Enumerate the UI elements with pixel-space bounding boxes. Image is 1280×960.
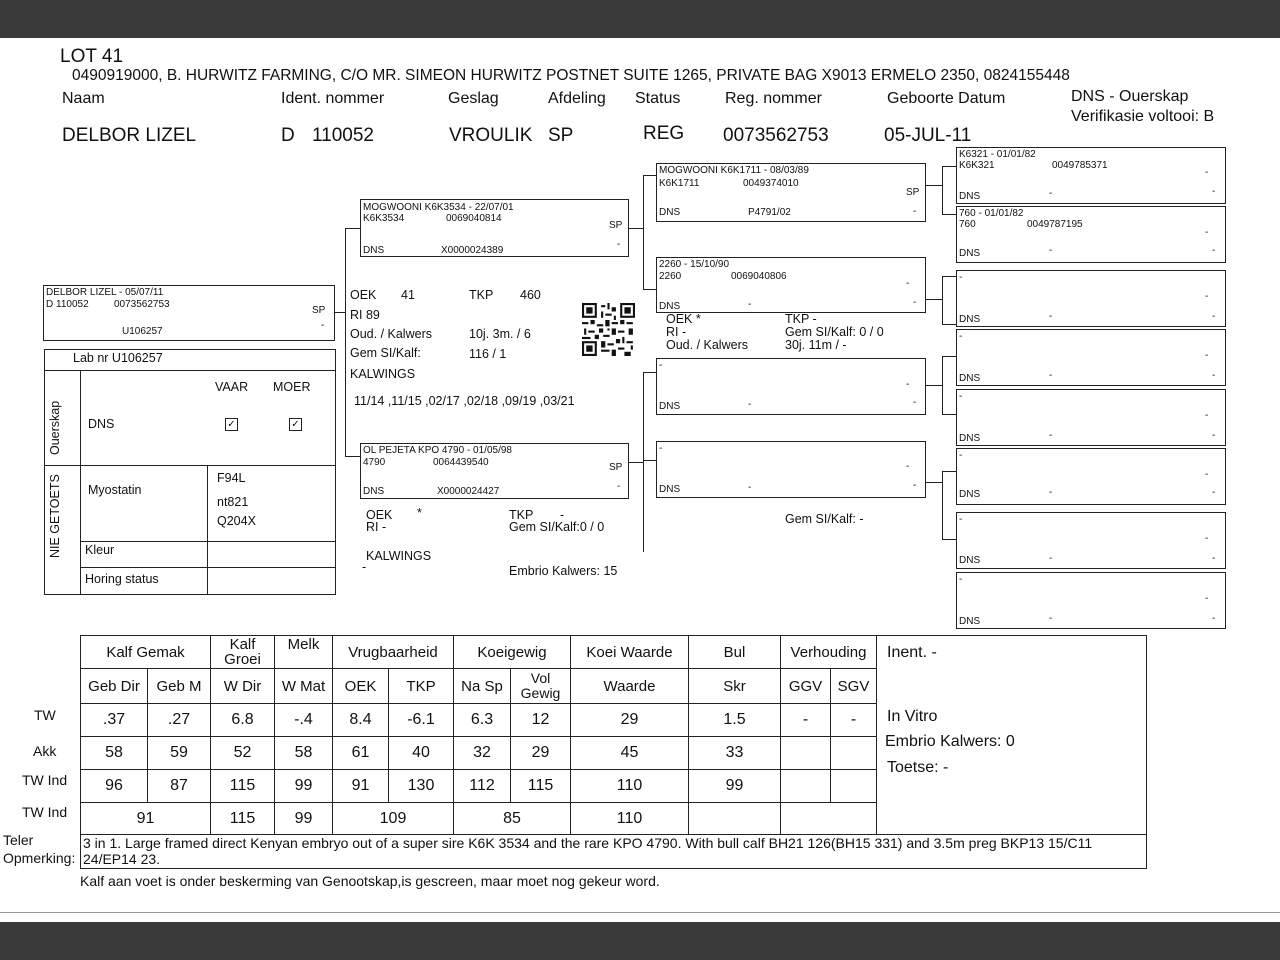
gp-sd-dash-2: - bbox=[748, 299, 752, 310]
gp-ds-dns: DNS bbox=[659, 401, 681, 412]
group-koei-waarde: Koei Waarde bbox=[571, 636, 689, 669]
tw-w-mat: -.4 bbox=[275, 704, 333, 737]
sire-title: MOGWOONI K6K3534 - 22/07/01 bbox=[363, 202, 514, 213]
ggp-box-1 bbox=[956, 147, 1226, 204]
gp-sd-code: 2260 bbox=[659, 271, 682, 282]
sub-oek: OEK bbox=[333, 669, 389, 704]
row-label-twind-2: TW Ind bbox=[22, 804, 68, 820]
tw-tkp: -6.1 bbox=[389, 704, 454, 737]
moer-dns-checkbox: ✓ bbox=[289, 418, 302, 431]
ggp-3-title: - bbox=[959, 272, 963, 283]
sire-sp: SP bbox=[609, 220, 623, 231]
lab-number: Lab nr U106257 bbox=[73, 351, 163, 365]
ggp-2-dash-1: - bbox=[1205, 227, 1209, 238]
gp-ss-dns: DNS bbox=[659, 207, 681, 218]
sire-tkp-label: TKP bbox=[469, 288, 494, 302]
gp-ss-sp: SP bbox=[906, 187, 920, 198]
ggp-2-dns: DNS bbox=[959, 248, 981, 259]
ggp-5-dns: DNS bbox=[959, 433, 981, 444]
gp-sd-title: 2260 - 15/10/90 bbox=[659, 259, 730, 270]
twind2-koeigewig: 85 bbox=[454, 803, 571, 835]
gp-ds-dash-3: - bbox=[913, 397, 917, 408]
ggp-7-dash-2: - bbox=[1049, 553, 1053, 564]
dam-tkp: - bbox=[560, 508, 565, 522]
sire-kalwings: 11/14 ,11/15 ,02/17 ,02/18 ,09/19 ,03/21 bbox=[354, 394, 575, 408]
ggp-6-dash-2: - bbox=[1049, 487, 1053, 498]
twind-tkp: 130 bbox=[389, 770, 454, 803]
akk-w-dir: 52 bbox=[211, 737, 275, 770]
gp-sire-dam-box bbox=[656, 257, 926, 313]
row-label-twind: TW Ind bbox=[22, 772, 68, 788]
side-embrio: Embrio Kalwers: 0 bbox=[885, 733, 1015, 750]
ggp-box-7 bbox=[956, 512, 1226, 569]
animal-naam: DELBOR LIZEL bbox=[62, 125, 197, 146]
sire-oek-label: OEK bbox=[350, 288, 377, 302]
sire-oud-label: Oud. / Kalwers bbox=[350, 327, 432, 341]
tw-skr: 1.5 bbox=[689, 704, 781, 737]
ggp-7-title: - bbox=[959, 514, 963, 525]
ggp-6-dns: DNS bbox=[959, 489, 981, 500]
ggp-5-dash-1: - bbox=[1205, 410, 1209, 421]
remarks-text: 3 in 1. Large framed direct Kenyan embryo out of a super sire K6K 3534 and the rare KPO 4790. With bull calf BH21 126(BH15 331) and 3.5m preg BKP13 15/C11 24/EP14 23. bbox=[83, 835, 1093, 867]
hdr-naam: Naam bbox=[62, 90, 105, 107]
group-bul: Bul bbox=[689, 636, 781, 669]
dam-title: OL PEJETA KPO 4790 - 01/05/98 bbox=[363, 445, 512, 456]
row-twind-2 bbox=[81, 803, 877, 835]
page-divider bbox=[0, 912, 1280, 913]
dam-kalwings: - bbox=[362, 560, 367, 574]
lab-horing: Horing status bbox=[85, 572, 159, 586]
group-kalf-gemak: Kalf Gemak bbox=[81, 636, 211, 669]
gp-ds-dash-2: - bbox=[748, 399, 752, 410]
dam-dns-code: X0000024427 bbox=[437, 486, 500, 497]
ggp-box-4 bbox=[956, 329, 1226, 386]
ggp-4-title: - bbox=[959, 331, 963, 342]
akk-waarde: 45 bbox=[571, 737, 689, 770]
lab-vaar: VAAR bbox=[215, 380, 249, 394]
twind-w-mat: 99 bbox=[275, 770, 333, 803]
dam-reg: 0064439540 bbox=[433, 457, 489, 468]
top-bar bbox=[0, 0, 1280, 38]
ggp-2-dash-2: - bbox=[1049, 245, 1053, 256]
ggp-2-reg: 0049787195 bbox=[1027, 219, 1083, 230]
animal-geboorte: 05-JUL-11 bbox=[884, 125, 972, 146]
twind2-melk: 99 bbox=[275, 803, 333, 835]
group-koeigewig: Koeigewig bbox=[454, 636, 571, 669]
row-tw bbox=[81, 704, 877, 737]
gp-sd-dash-1: - bbox=[906, 278, 910, 289]
ggp-3-dash-2: - bbox=[1049, 311, 1053, 322]
twind2-koei-waarde: 110 bbox=[571, 803, 689, 835]
gp-dd-title: - bbox=[659, 443, 663, 454]
bottom-bar bbox=[0, 922, 1280, 960]
self-pedigree-box bbox=[43, 285, 335, 341]
dam-gem: Gem SI/Kalf:0 / 0 bbox=[509, 520, 605, 534]
gp-sd-oud: 30j. 11m / - bbox=[785, 338, 847, 352]
twind-vol-gewig: 115 bbox=[511, 770, 571, 803]
sub-tkp: TKP bbox=[389, 669, 454, 704]
lab-kleur: Kleur bbox=[85, 543, 115, 557]
animal-geslag: VROULIK bbox=[449, 125, 533, 146]
tw-geb-dir: .37 bbox=[81, 704, 148, 737]
animal-ident-prefix: D bbox=[281, 125, 295, 146]
ggp-7-dash-3: - bbox=[1212, 553, 1216, 564]
gp-ss-code: K6K1711 bbox=[659, 178, 700, 189]
gp-dd-gem: Gem SI/Kalf: - bbox=[785, 512, 864, 526]
row-akk bbox=[81, 737, 877, 770]
tw-na-sp: 6.3 bbox=[454, 704, 511, 737]
gp-ss-dash: - bbox=[913, 206, 917, 217]
lot-number: LOT 41 bbox=[60, 46, 124, 67]
sub-w-mat: W Mat bbox=[275, 669, 333, 704]
ggp-7-dns: DNS bbox=[959, 555, 981, 566]
sub-waarde: Waarde bbox=[571, 669, 689, 704]
ggp-8-dns: DNS bbox=[959, 616, 981, 627]
sub-ggv: GGV bbox=[781, 669, 831, 704]
twind-ggv bbox=[781, 770, 831, 803]
twind-oek: 91 bbox=[333, 770, 389, 803]
gp-sd-dns: DNS bbox=[659, 301, 681, 312]
sire-dns-code: X0000024389 bbox=[441, 245, 504, 256]
ggp-3-dash-1: - bbox=[1205, 291, 1209, 302]
row-label-akk: Akk bbox=[33, 743, 57, 759]
gp-sd-reg: 0069040806 bbox=[731, 271, 787, 282]
lab-dns: DNS bbox=[88, 417, 115, 431]
ggp-box-8 bbox=[956, 572, 1226, 629]
sub-vol-gewig: Vol Gewig bbox=[511, 669, 571, 704]
dam-dash: - bbox=[617, 481, 621, 492]
ggp-3-dns: DNS bbox=[959, 314, 981, 325]
dam-oek-label: OEK bbox=[366, 508, 393, 522]
side-info-box bbox=[876, 635, 1147, 835]
ggp-1-title: K6321 - 01/01/82 bbox=[959, 149, 1036, 160]
gp-dd-dash-3: - bbox=[913, 480, 917, 491]
sire-reg: 0069040814 bbox=[446, 213, 502, 224]
self-sp: SP bbox=[312, 305, 326, 316]
side-toetse: Toetse: - bbox=[887, 759, 949, 776]
dam-embrio: Embrio Kalwers: 15 bbox=[509, 564, 618, 578]
animal-reg: 0073562753 bbox=[723, 125, 829, 146]
sire-oek: 41 bbox=[401, 288, 415, 302]
twind2-vrugbaarheid: 109 bbox=[333, 803, 454, 835]
sire-ri: RI 89 bbox=[350, 308, 380, 322]
ggp-1-dns: DNS bbox=[959, 191, 981, 202]
ggp-6-title: - bbox=[959, 450, 963, 461]
animal-ident: 110052 bbox=[312, 125, 374, 146]
breeder-info: 0490919000, B. HURWITZ FARMING, C/O MR. SIMEON HURWITZ POSTNET SUITE 1265, PRIVATE BAG X9013 ERMELO 2350, 0824155448 bbox=[72, 67, 1070, 84]
ggp-8-dash-2: - bbox=[1049, 613, 1053, 624]
akk-w-mat: 58 bbox=[275, 737, 333, 770]
gp-sd-oud-label: Oud. / Kalwers bbox=[666, 338, 748, 352]
hdr-geslag: Geslag bbox=[448, 90, 499, 107]
dam-box bbox=[360, 443, 629, 499]
gp-sd-ri: RI - bbox=[666, 325, 687, 339]
self-reg: 0073562753 bbox=[114, 299, 170, 310]
ggp-2-code: 760 bbox=[959, 219, 976, 230]
dam-ri: RI - bbox=[366, 520, 387, 534]
sub-skr: Skr bbox=[689, 669, 781, 704]
gp-ss-dns-code: P4791/02 bbox=[748, 207, 791, 218]
akk-oek: 61 bbox=[333, 737, 389, 770]
gp-sire-sire-box bbox=[656, 163, 926, 222]
ggp-8-dash-1: - bbox=[1205, 593, 1209, 604]
akk-skr: 33 bbox=[689, 737, 781, 770]
self-title: DELBOR LIZEL - 05/07/11 bbox=[46, 287, 164, 298]
ggp-8-title: - bbox=[959, 574, 963, 585]
footer-note: Kalf aan voet is onder beskerming van Genootskap,is gescreen, maar moet nog gekeur word. bbox=[80, 873, 660, 889]
group-vrugbaarheid: Vrugbaarheid bbox=[333, 636, 454, 669]
sire-dash: - bbox=[617, 239, 621, 250]
dam-code: 4790 bbox=[363, 457, 386, 468]
sire-kalwings-label: KALWINGS bbox=[350, 367, 416, 381]
sire-dns: DNS bbox=[363, 245, 385, 256]
akk-geb-dir: 58 bbox=[81, 737, 148, 770]
twind-waarde: 110 bbox=[571, 770, 689, 803]
gp-dd-dns: DNS bbox=[659, 484, 681, 495]
twind2-bul bbox=[689, 803, 781, 835]
tw-geb-m: .27 bbox=[148, 704, 211, 737]
sub-na-sp: Na Sp bbox=[454, 669, 511, 704]
sire-code: K6K3534 bbox=[363, 213, 405, 224]
twind-w-dir: 115 bbox=[211, 770, 275, 803]
ggp-box-6 bbox=[956, 448, 1226, 505]
gp-ss-reg: 0049374010 bbox=[743, 178, 799, 189]
akk-geb-m: 59 bbox=[148, 737, 211, 770]
ggp-6-dash-3: - bbox=[1212, 487, 1216, 498]
hdr-verifikasie: Verifikasie voltooi: B bbox=[1071, 108, 1215, 125]
tw-vol-gewig: 12 bbox=[511, 704, 571, 737]
myo-value-1: F94L bbox=[217, 471, 246, 485]
ggp-4-dns: DNS bbox=[959, 373, 981, 384]
twind-geb-m: 87 bbox=[148, 770, 211, 803]
ggp-5-title: - bbox=[959, 391, 963, 402]
ggp-6-dash-1: - bbox=[1205, 469, 1209, 480]
vaar-dns-checkbox: ✓ bbox=[225, 418, 238, 431]
self-ident: D 110052 bbox=[46, 299, 89, 310]
remarks-label-teler: Teler bbox=[3, 832, 34, 848]
gp-dd-dash-2: - bbox=[748, 482, 752, 493]
myo-value-2: nt821 bbox=[217, 495, 249, 509]
ggp-7-dash-1: - bbox=[1205, 533, 1209, 544]
tw-ggv: - bbox=[781, 704, 831, 737]
qr-code-icon bbox=[582, 303, 635, 356]
akk-tkp: 40 bbox=[389, 737, 454, 770]
ggp-1-dash-2: - bbox=[1049, 188, 1053, 199]
remarks-box bbox=[80, 834, 1147, 869]
lab-moer: MOER bbox=[273, 380, 311, 394]
lab-nie-getoets: NIE GETOETS bbox=[48, 474, 62, 558]
akk-sgv bbox=[831, 737, 877, 770]
sire-gem-label: Gem SI/Kalf: bbox=[350, 346, 421, 360]
ggp-4-dash-3: - bbox=[1212, 370, 1216, 381]
tw-oek: 8.4 bbox=[333, 704, 389, 737]
dam-oek: * bbox=[417, 506, 422, 520]
sire-gem: 116 / 1 bbox=[469, 347, 507, 361]
ggp-5-dash-3: - bbox=[1212, 430, 1216, 441]
group-melk: Melk bbox=[275, 636, 333, 669]
row-label-tw: TW bbox=[34, 707, 56, 723]
ggp-1-dash-3: - bbox=[1212, 186, 1216, 197]
gp-sd-dash-3: - bbox=[913, 297, 917, 308]
hdr-ident: Ident. nommer bbox=[281, 90, 385, 107]
hdr-status: Status bbox=[635, 90, 681, 107]
gp-sd-tkp: TKP - bbox=[785, 312, 817, 326]
ggp-1-code: K6K321 bbox=[959, 160, 995, 171]
side-invitro: In Vitro bbox=[887, 708, 938, 725]
gp-dam-dam-box bbox=[656, 441, 926, 498]
sub-sgv: SGV bbox=[831, 669, 877, 704]
twind2-kalf-gemak: 91 bbox=[81, 803, 211, 835]
ggp-3-dash-3: - bbox=[1212, 311, 1216, 322]
self-lab: U106257 bbox=[122, 326, 163, 337]
gp-sd-gem: Gem SI/Kalf: 0 / 0 bbox=[785, 325, 884, 339]
ggp-8-dash-3: - bbox=[1212, 613, 1216, 624]
sire-box bbox=[360, 199, 629, 257]
group-verhouding: Verhouding bbox=[781, 636, 877, 669]
gp-dam-sire-box bbox=[656, 358, 926, 415]
sub-geb-dir: Geb Dir bbox=[81, 669, 148, 704]
hdr-dns: DNS - Ouerskap bbox=[1071, 88, 1189, 105]
sire-oud: 10j. 3m. / 6 bbox=[469, 327, 531, 341]
animal-status: REG bbox=[643, 123, 685, 144]
dam-dns: DNS bbox=[363, 486, 385, 497]
gp-sd-oek: OEK * bbox=[666, 312, 701, 326]
lab-panel bbox=[44, 349, 336, 595]
tw-w-dir: 6.8 bbox=[211, 704, 275, 737]
gp-ds-title: - bbox=[659, 360, 663, 371]
hdr-geboorte: Geboorte Datum bbox=[887, 90, 1006, 107]
ebv-table bbox=[80, 635, 877, 835]
ggp-2-dash-3: - bbox=[1212, 245, 1216, 256]
twind-geb-dir: 96 bbox=[81, 770, 148, 803]
gp-ss-title: MOGWOONI K6K1711 - 08/03/89 bbox=[659, 165, 809, 176]
self-dash: - bbox=[321, 320, 325, 331]
ggp-box-2 bbox=[956, 206, 1226, 263]
akk-ggv bbox=[781, 737, 831, 770]
remarks-label-opmerking: Opmerking: bbox=[3, 850, 76, 866]
akk-na-sp: 32 bbox=[454, 737, 511, 770]
akk-vol-gewig: 29 bbox=[511, 737, 571, 770]
ggp-4-dash-1: - bbox=[1205, 350, 1209, 361]
sub-geb-m: Geb M bbox=[148, 669, 211, 704]
dam-sp: SP bbox=[609, 462, 623, 473]
myo-value-3: Q204X bbox=[217, 514, 256, 528]
lab-myostatin: Myostatin bbox=[88, 483, 142, 497]
dam-kalwings-label: KALWINGS bbox=[366, 549, 432, 563]
ggp-4-dash-2: - bbox=[1049, 370, 1053, 381]
gp-ds-dash-1: - bbox=[906, 379, 910, 390]
twind-skr: 99 bbox=[689, 770, 781, 803]
tw-waarde: 29 bbox=[571, 704, 689, 737]
group-kalf-groei: Kalf Groei bbox=[211, 636, 275, 669]
gp-dd-dash-1: - bbox=[906, 461, 910, 472]
lab-ouerskap: Ouerskap bbox=[48, 400, 62, 455]
ggp-1-dash-1: - bbox=[1205, 167, 1209, 178]
hdr-reg: Reg. nommer bbox=[725, 90, 822, 107]
side-inent: Inent. - bbox=[887, 644, 937, 661]
ggp-5-dash-2: - bbox=[1049, 430, 1053, 441]
twind-sgv bbox=[831, 770, 877, 803]
animal-afdeling: SP bbox=[548, 125, 574, 146]
ggp-box-3 bbox=[956, 270, 1226, 327]
sire-tkp: 460 bbox=[520, 288, 541, 302]
ggp-box-5 bbox=[956, 389, 1226, 446]
twind2-verhouding bbox=[781, 803, 877, 835]
twind-na-sp: 112 bbox=[454, 770, 511, 803]
sub-w-dir: W Dir bbox=[211, 669, 275, 704]
ggp-2-title: 760 - 01/01/82 bbox=[959, 208, 1024, 219]
twind2-kalf-groei: 115 bbox=[211, 803, 275, 835]
tw-sgv: - bbox=[831, 704, 877, 737]
ggp-1-reg: 0049785371 bbox=[1052, 160, 1108, 171]
dam-tkp-label: TKP bbox=[509, 508, 534, 522]
hdr-afdeling: Afdeling bbox=[548, 90, 606, 107]
row-twind bbox=[81, 770, 877, 803]
